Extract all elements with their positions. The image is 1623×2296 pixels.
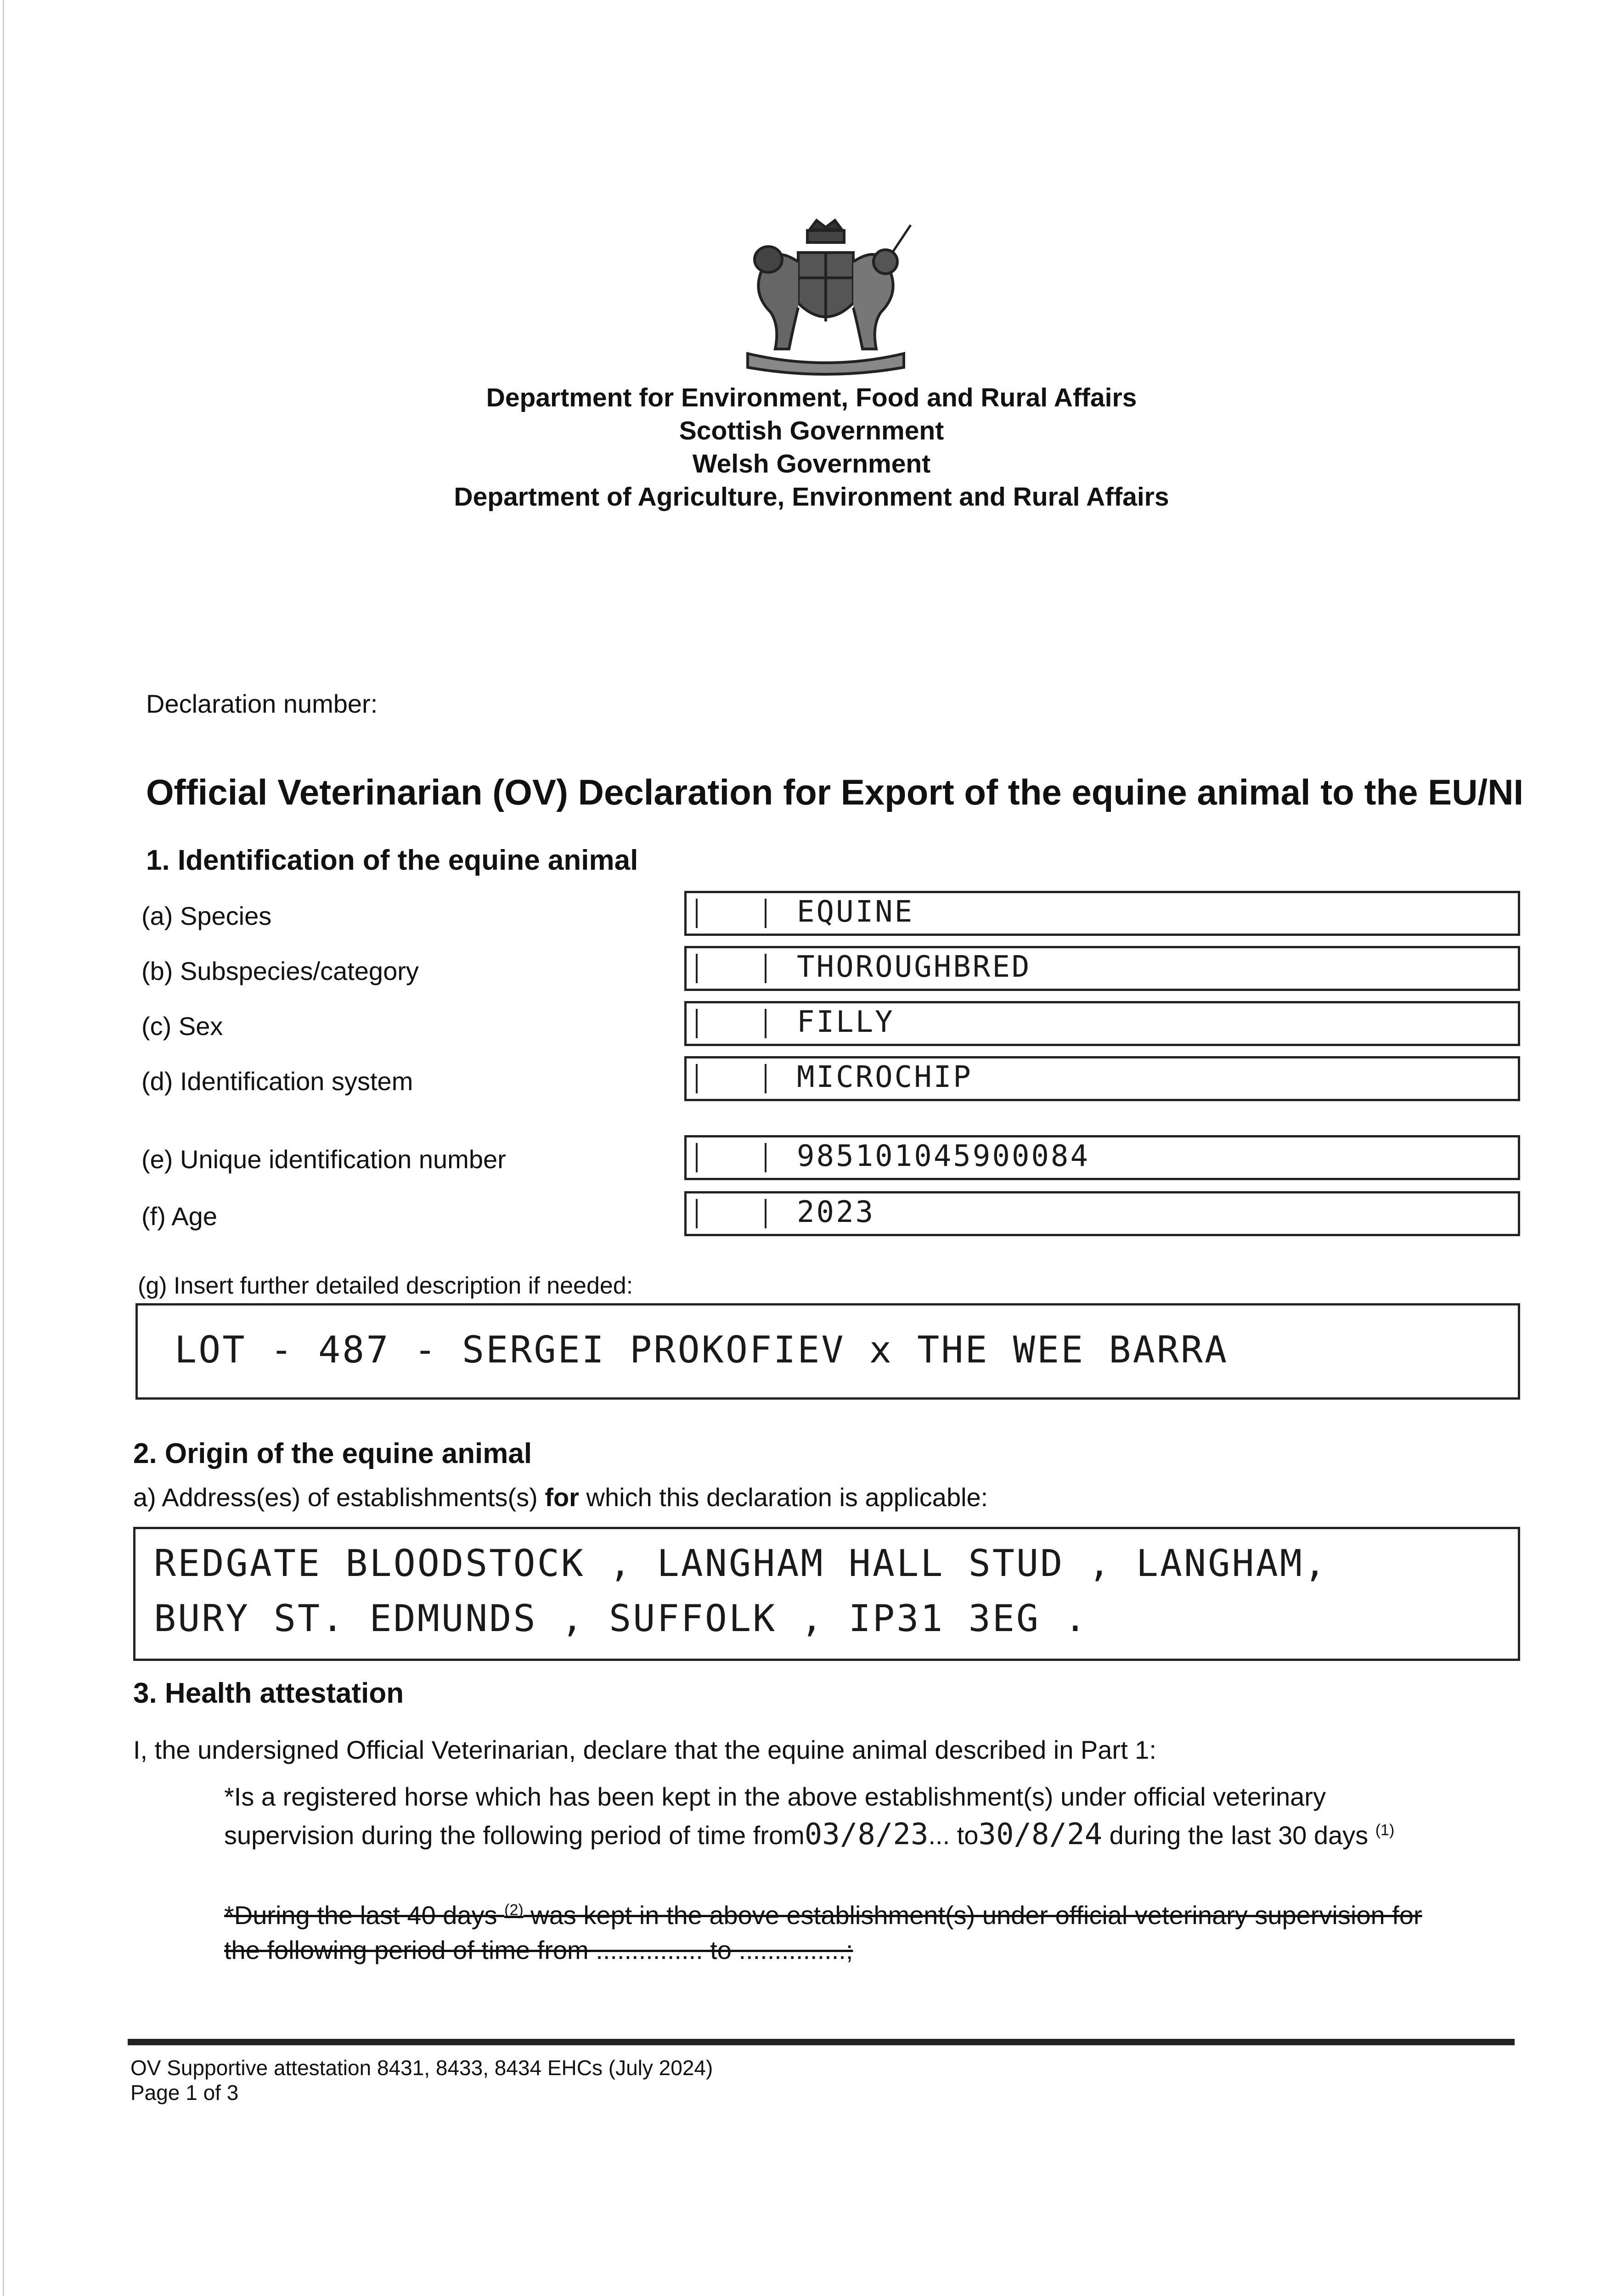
document-title: Official Veterinarian (OV) Declaration for Export of the equine animal to the EU/NI (146, 772, 1524, 812)
clause-1-line-1: *Is a registered horse which has been kept in the above establishment(s) under official veterinary (224, 1782, 1326, 1811)
from-date: 03/8/23 (804, 1818, 929, 1851)
sex-field[interactable] (684, 1001, 1520, 1046)
species-value: EQUINE (797, 895, 914, 929)
clause-1-line-2: supervision during the following period of time from03/8/23... to30/8/24 during the last 30 days $^{(1)}$ (224, 1818, 1395, 1851)
clause-2-line-2: the following period of time from ............... to ...............; (224, 1936, 853, 1964)
sex-label: (c) Sex (141, 1012, 223, 1041)
declaration-number-label: Declaration number: (146, 689, 378, 718)
establishment-address-field[interactable] (133, 1527, 1520, 1661)
department-name-2: Scottish Government (679, 416, 944, 445)
department-name-3: Welsh Government (692, 449, 931, 478)
uid-value: 985101045900084 (797, 1139, 1090, 1173)
address-label: a) Address(es) of establishments(s) for which this declaration is applicable: (133, 1483, 988, 1512)
footer-reference: OV Supportive attestation 8431, 8433, 8434 EHCs (July 2024) (130, 2056, 713, 2080)
address-line-2: BURY ST. EDMUNDS , SUFFOLK , IP31 3EG . (154, 1597, 1088, 1640)
subspecies-value: THOROUGHBRED (797, 950, 1031, 984)
section-2-heading: 2. Origin of the equine animal (133, 1438, 532, 1469)
age-field[interactable] (684, 1191, 1520, 1236)
address-line-1: REDGATE BLOODSTOCK , LANGHAM HALL STUD , LANGHAM, (154, 1542, 1328, 1585)
uid-field[interactable] (684, 1135, 1520, 1180)
clause-2-line-1: *During the last 40 days $^{(2)}$ was kept in the above establishment(s) under official veterinary supervision for (224, 1901, 1422, 1930)
page-number: Page 1 of 3 (130, 2081, 239, 2105)
royal-coat-of-arms-icon (729, 216, 922, 381)
species-label: (a) Species (141, 901, 272, 930)
species-field[interactable] (684, 891, 1520, 936)
subspecies-label: (b) Subspecies/category (141, 957, 419, 985)
section-1-heading: 1. Identification of the equine animal (146, 844, 638, 876)
uid-label: (e) Unique identification number (141, 1145, 506, 1174)
identification-system-value: MICROCHIP (797, 1060, 973, 1094)
section-3-heading: 3. Health attestation (133, 1677, 404, 1709)
footer-rule (128, 2039, 1515, 2045)
department-name-4: Department of Agriculture, Environment and Rural Affairs (454, 482, 1169, 512)
further-description-value: LOT - 487 - SERGEI PROKOFIEV x THE WEE BARRA (175, 1328, 1229, 1371)
identification-system-field[interactable] (684, 1056, 1520, 1101)
sex-value: FILLY (797, 1005, 895, 1039)
to-date: 30/8/24 (978, 1818, 1103, 1851)
age-label: (f) Age (141, 1202, 217, 1231)
subspecies-field[interactable] (684, 946, 1520, 991)
further-description-label: (g) Insert further detailed description if needed: (138, 1272, 633, 1299)
department-name-1: Department for Environment, Food and Rural Affairs (486, 383, 1137, 412)
further-description-field[interactable] (135, 1303, 1520, 1400)
health-attestation-intro: I, the undersigned Official Veterinarian, declare that the equine animal described in Part 1: (133, 1735, 1156, 1764)
age-value: 2023 (797, 1195, 875, 1229)
scan-edge-line (3, 0, 4, 2296)
identification-system-label: (d) Identification system (141, 1067, 413, 1096)
